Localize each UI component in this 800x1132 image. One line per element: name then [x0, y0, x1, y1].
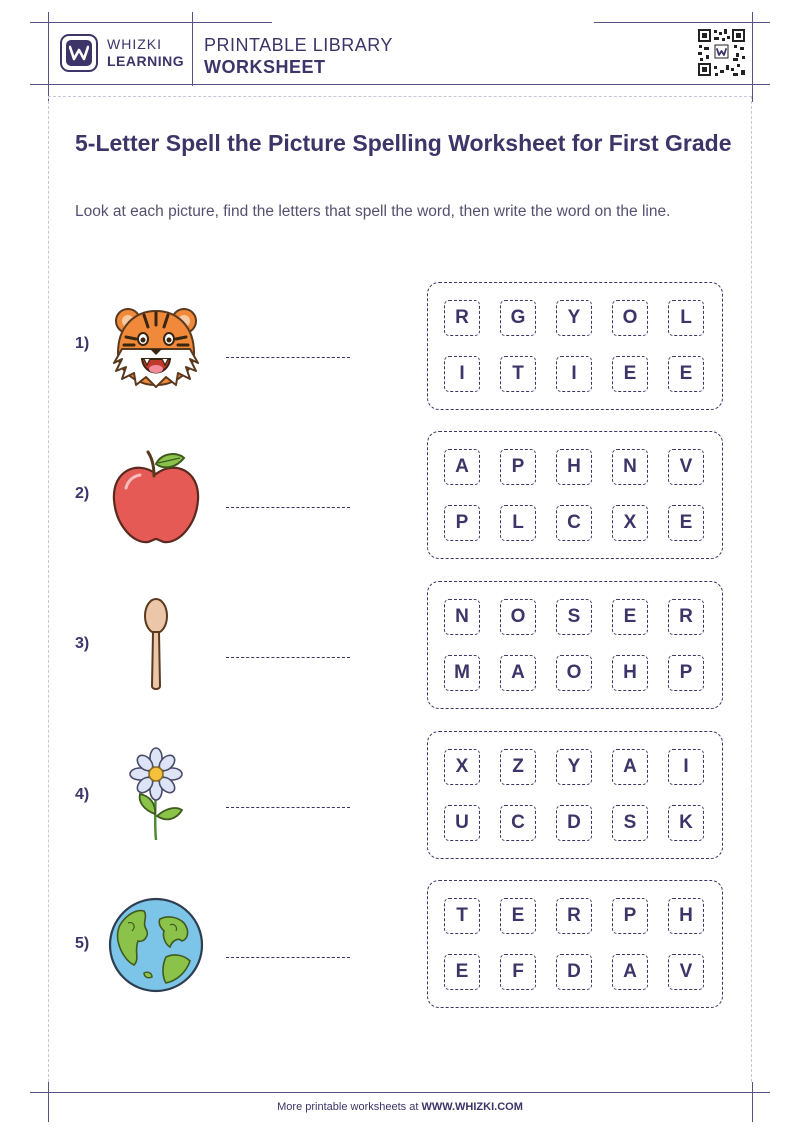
- letter-tile: P: [612, 898, 648, 934]
- answer-line[interactable]: [226, 957, 350, 958]
- letter-tile: O: [500, 599, 536, 635]
- header-divider: [192, 12, 193, 86]
- letter-tile: O: [612, 300, 648, 336]
- letter-tile: L: [668, 300, 704, 336]
- letter-tile: I: [444, 356, 480, 392]
- header-type: WORKSHEET: [204, 57, 326, 77]
- letter-tile: K: [668, 805, 704, 841]
- letter-tile: N: [612, 449, 648, 485]
- letter-tile: E: [612, 356, 648, 392]
- footer-text: [0, 1101, 800, 1113]
- letter-tile: A: [444, 449, 480, 485]
- header-right-rule: [752, 12, 753, 102]
- letter-box: [427, 431, 723, 559]
- letter-tile: E: [668, 356, 704, 392]
- letter-tile: U: [444, 805, 480, 841]
- letter-tile: F: [500, 954, 536, 990]
- letter-tile: L: [500, 505, 536, 541]
- letter-tile: E: [500, 898, 536, 934]
- letter-tile: V: [668, 449, 704, 485]
- letter-tile: T: [500, 356, 536, 392]
- footer-label: More printable worksheets at: [277, 1101, 419, 1113]
- logo-w-icon: [69, 45, 89, 61]
- letter-box: [427, 282, 723, 410]
- letter-tile: N: [444, 599, 480, 635]
- answer-line[interactable]: [226, 507, 350, 508]
- letter-tile: O: [556, 655, 592, 691]
- letter-tile: E: [668, 505, 704, 541]
- letter-tile: X: [612, 505, 648, 541]
- logo-mark: [66, 40, 92, 66]
- answer-line[interactable]: [226, 657, 350, 658]
- letter-tile: Y: [556, 749, 592, 785]
- letter-tile: P: [444, 505, 480, 541]
- header-top-rule: [30, 22, 272, 23]
- daisy-icon: [104, 744, 208, 848]
- spoon-icon: [104, 594, 208, 698]
- brand-name-line1: WHIZKI: [107, 36, 162, 52]
- brand-name-line2: LEARNING: [107, 53, 185, 69]
- letter-tile: I: [668, 749, 704, 785]
- item-number: 4): [75, 786, 90, 803]
- letter-tile: V: [668, 954, 704, 990]
- letter-tile: S: [612, 805, 648, 841]
- globe-icon: [104, 893, 208, 997]
- qr-code-icon: [697, 28, 746, 77]
- answer-line[interactable]: [226, 807, 350, 808]
- worksheet-title: 5-Letter Spell the Picture Spelling Worksheet for First Grade: [75, 130, 732, 156]
- header-bottom-rule: [30, 84, 770, 85]
- letter-tile: A: [612, 749, 648, 785]
- letter-tile: D: [556, 805, 592, 841]
- letter-tile: C: [556, 505, 592, 541]
- letter-tile: X: [444, 749, 480, 785]
- letter-tile: Y: [556, 300, 592, 336]
- letter-tile: H: [612, 655, 648, 691]
- answer-line[interactable]: [226, 357, 350, 358]
- footer-rule: [30, 1092, 770, 1093]
- letter-tile: C: [500, 805, 536, 841]
- letter-tile: R: [444, 300, 480, 336]
- apple-icon: [104, 448, 208, 552]
- item-number: 2): [75, 485, 90, 502]
- letter-box: [427, 731, 723, 859]
- letter-tile: Z: [500, 749, 536, 785]
- letter-tile: G: [500, 300, 536, 336]
- item-number: 5): [75, 935, 90, 952]
- letter-tile: S: [556, 599, 592, 635]
- header-category: PRINTABLE LIBRARY: [204, 35, 393, 55]
- whizki-logo: [60, 34, 98, 72]
- letter-box: [427, 880, 723, 1008]
- item-number: 1): [75, 335, 90, 352]
- letter-tile: P: [500, 449, 536, 485]
- tiger-icon: [104, 297, 208, 401]
- letter-tile: R: [556, 898, 592, 934]
- letter-box: [427, 581, 723, 709]
- letter-tile: P: [668, 655, 704, 691]
- letter-tile: A: [612, 954, 648, 990]
- letter-tile: M: [444, 655, 480, 691]
- letter-tile: T: [444, 898, 480, 934]
- letter-tile: H: [556, 449, 592, 485]
- letter-tile: D: [556, 954, 592, 990]
- footer-link[interactable]: WWW.WHIZKI.COM: [421, 1101, 523, 1113]
- item-number: 3): [75, 635, 90, 652]
- header-top-rule-right: [594, 22, 770, 23]
- letter-tile: E: [444, 954, 480, 990]
- letter-tile: I: [556, 356, 592, 392]
- header-left-rule: [48, 12, 49, 102]
- letter-tile: A: [500, 655, 536, 691]
- letter-tile: E: [612, 599, 648, 635]
- letter-tile: R: [668, 599, 704, 635]
- letter-tile: H: [668, 898, 704, 934]
- worksheet-instructions: Look at each picture, find the letters that spell the word, then write the word on the line.: [75, 203, 671, 220]
